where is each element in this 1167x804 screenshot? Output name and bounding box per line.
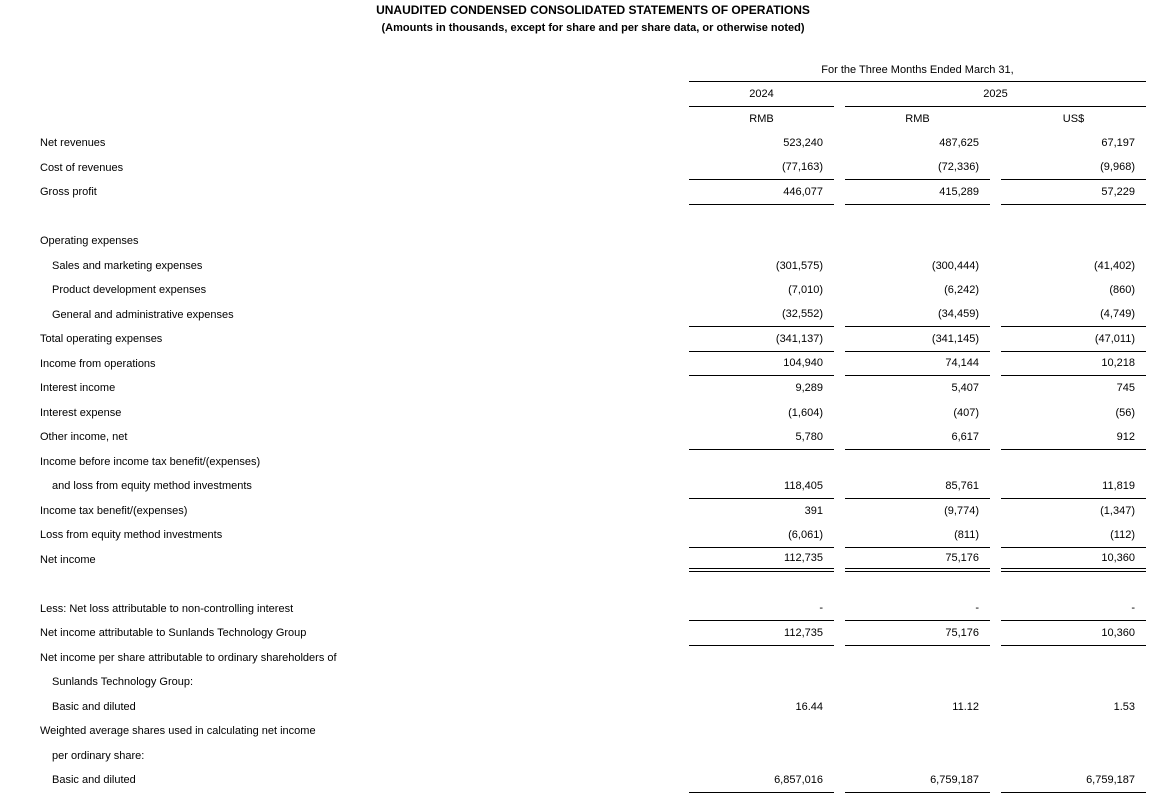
cell-value (1001, 646, 1146, 671)
table-row (40, 621, 1146, 646)
cell-value: - (1001, 597, 1146, 622)
cell-value: (1,604) (788, 406, 823, 419)
row-label: Interest expense (40, 406, 122, 419)
cell-value (689, 744, 834, 769)
row-label: and loss from equity method investments (52, 480, 252, 493)
cell-value: 57,229 (1001, 180, 1146, 205)
cell-value: 6,759,187 (1001, 768, 1146, 793)
row-label: Total operating expenses (40, 333, 163, 346)
cell-value: (112) (1001, 523, 1146, 548)
table-row (40, 401, 1146, 426)
cell-value: 104,940 (689, 352, 834, 377)
cell-value (689, 719, 834, 744)
cell-value: 67,197 (1101, 137, 1135, 150)
table-row (40, 229, 1146, 254)
cell-value: 112,735 (689, 621, 834, 646)
table-row (40, 450, 1146, 475)
table-row (40, 131, 1146, 156)
spacer-row (40, 205, 1146, 230)
row-label: Gross profit (40, 186, 97, 199)
cell-value: (72,336) (845, 156, 990, 181)
cell-value: (301,575) (775, 259, 823, 272)
period-header: For the Three Months Ended March 31, (689, 58, 1146, 82)
cell-value: 5,780 (689, 425, 834, 450)
cell-value: (860) (1109, 284, 1135, 297)
row-label: Operating expenses (40, 235, 139, 248)
statement-title: UNAUDITED CONDENSED CONSOLIDATED STATEMENTS OF OPERATIONS (376, 3, 810, 17)
row-label: Other income, net (40, 431, 128, 444)
cell-value (689, 450, 834, 475)
currency-header-2024-rmb: RMB (749, 113, 774, 125)
table-row (40, 352, 1146, 377)
row-label: Less: Net loss attributable to non-controlling interest (40, 602, 294, 615)
cell-value: (341,137) (689, 327, 834, 352)
table-row (40, 376, 1146, 401)
cell-value: 75,176 (845, 621, 990, 646)
cell-value (845, 450, 990, 475)
cell-value: 6,857,016 (689, 768, 834, 793)
row-label: Loss from equity method investments (40, 529, 223, 542)
table-row (40, 646, 1146, 671)
cell-value (689, 646, 834, 671)
row-label: Interest income (40, 382, 116, 395)
header-spacer-cell (40, 58, 678, 82)
currency-header-2025-rmb: RMB (905, 113, 930, 125)
statement-table (40, 58, 1146, 793)
table-row (40, 548, 1146, 573)
cell-value: 112,735 (689, 548, 834, 573)
currency-header-row (40, 107, 1146, 131)
cell-value: 9,289 (795, 382, 823, 395)
header-spacer-cell (40, 107, 678, 131)
cell-value: 5,407 (951, 382, 979, 395)
table-row (40, 156, 1146, 181)
cell-value: (34,459) (845, 303, 990, 328)
table-row (40, 597, 1146, 622)
cell-value: (6,242) (944, 284, 979, 297)
cell-value: (77,163) (689, 156, 834, 181)
header-spacer-cell (40, 82, 678, 107)
row-label: Net income attributable to Sunlands Technology Group (40, 627, 307, 640)
table-body (40, 131, 1146, 793)
row-label: Basic and diluted (52, 700, 136, 713)
cell-value: 391 (804, 504, 823, 517)
table-row (40, 695, 1146, 720)
cell-value: (9,774) (944, 504, 979, 517)
cell-value: 6,617 (845, 425, 990, 450)
table-row (40, 474, 1146, 499)
row-label: per ordinary share: (52, 749, 145, 762)
table-row (40, 425, 1146, 450)
cell-value: (341,145) (845, 327, 990, 352)
row-label: Net revenues (40, 137, 106, 150)
period-header-row (40, 58, 1146, 82)
cell-value: (47,011) (1001, 327, 1146, 352)
cell-value (1001, 744, 1146, 769)
cell-value (1001, 229, 1146, 254)
cell-value: (7,010) (788, 284, 823, 297)
cell-value: (300,444) (931, 259, 979, 272)
cell-value: 75,176 (845, 548, 990, 573)
row-label: Income from operations (40, 357, 156, 370)
cell-value: 11.12 (952, 700, 979, 713)
cell-value (845, 670, 990, 695)
table-row (40, 254, 1146, 279)
cell-value: 1.53 (1113, 700, 1135, 713)
cell-value: 446,077 (689, 180, 834, 205)
statement-subtitle: (Amounts in thousands, except for share and per share data, or otherwise noted) (381, 22, 805, 34)
cell-value (845, 229, 990, 254)
cell-value (689, 670, 834, 695)
cell-value: (811) (845, 523, 990, 548)
cell-value (1001, 450, 1146, 475)
table-row (40, 303, 1146, 328)
cell-value: - (689, 597, 834, 622)
cell-value: 85,761 (845, 474, 990, 499)
cell-value: 912 (1001, 425, 1146, 450)
cell-value (1001, 719, 1146, 744)
cell-value: (9,968) (1001, 156, 1146, 181)
table-row (40, 768, 1146, 793)
table-row (40, 327, 1146, 352)
row-label: Cost of revenues (40, 161, 124, 174)
row-label: Sales and marketing expenses (52, 259, 203, 272)
year-2024-header: 2024 (689, 82, 834, 107)
cell-value: 487,625 (939, 137, 979, 150)
row-label: Income before income tax benefit/(expenses) (40, 455, 261, 468)
cell-value: 745 (1116, 382, 1135, 395)
cell-value (845, 646, 990, 671)
row-label: Weighted average shares used in calculating net income (40, 725, 316, 738)
cell-value (845, 719, 990, 744)
cell-value (845, 744, 990, 769)
cell-value: 16.44 (795, 700, 823, 713)
cell-value: (6,061) (689, 523, 834, 548)
cell-value: 11,819 (1001, 474, 1146, 499)
cell-value: 118,405 (689, 474, 834, 499)
row-label: Income tax benefit/(expenses) (40, 504, 188, 517)
cell-value: 10,360 (1001, 621, 1146, 646)
row-label: General and administrative expenses (52, 308, 234, 321)
table-row (40, 499, 1146, 524)
cell-value: (407) (953, 406, 979, 419)
currency-header-2025-usd: US$ (1062, 113, 1085, 125)
table-row (40, 670, 1146, 695)
spacer-row (40, 572, 1146, 597)
year-2025-header: 2025 (845, 82, 1146, 107)
row-label: Net income per share attributable to ordinary shareholders of (40, 651, 337, 664)
cell-value: (32,552) (689, 303, 834, 328)
cell-value: 10,360 (1001, 548, 1146, 573)
table-row (40, 278, 1146, 303)
table-row (40, 180, 1146, 205)
row-label: Product development expenses (52, 284, 207, 297)
row-label: Sunlands Technology Group: (52, 676, 194, 689)
cell-value: 523,240 (783, 137, 823, 150)
cell-value: (1,347) (1100, 504, 1135, 517)
table-row (40, 523, 1146, 548)
cell-value: 415,289 (845, 180, 990, 205)
cell-value: - (845, 597, 990, 622)
cell-value (1001, 670, 1146, 695)
year-header-row (40, 82, 1146, 107)
row-label: Basic and diluted (52, 774, 136, 787)
row-label: Net income (40, 553, 96, 566)
cell-value (689, 229, 834, 254)
cell-value: (4,749) (1001, 303, 1146, 328)
cell-value: 6,759,187 (845, 768, 990, 793)
cell-value: (56) (1115, 406, 1135, 419)
cell-value: 74,144 (845, 352, 990, 377)
cell-value: 10,218 (1001, 352, 1146, 377)
cell-value: (41,402) (1094, 259, 1135, 272)
table-row (40, 719, 1146, 744)
table-row (40, 744, 1146, 769)
